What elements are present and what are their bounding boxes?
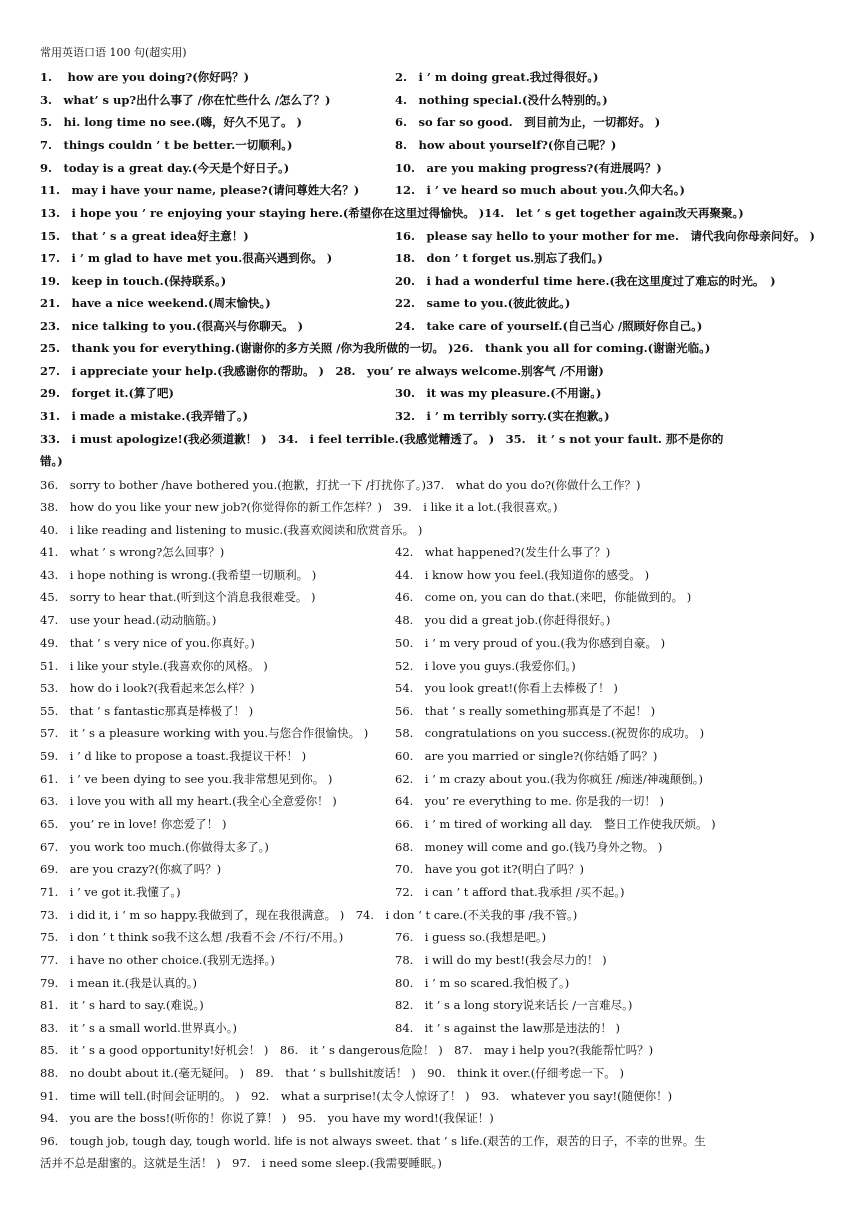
phrase-line-left: 81. it ’ s hard to say.(难说。) bbox=[40, 998, 204, 1012]
phrase-line-right: 52. i love you guys.(我爱你们。) bbox=[395, 659, 576, 673]
phrase-line-right: 50. i ’ m very proud of you.(我为你感到自豪。 ) bbox=[395, 636, 666, 650]
phrase-line-left: 45. sorry to hear that.(听到这个消息我很难受。 ) bbox=[40, 590, 316, 604]
phrase-line-right: 56. that ’ s really something那真是了不起！ ) bbox=[395, 704, 656, 718]
phrase-line-left: 67. you work too much.(你做得太多了。) bbox=[40, 840, 269, 854]
phrase-line-right: 84. it ’ s against the law那是违法的！ ) bbox=[395, 1021, 620, 1035]
phrase-line-left: 73. i did it, i ’ m so happy.我做到了，现在我很满意。 ) 74. i don ’ t care.(不关我的事 /我不管。) bbox=[40, 908, 578, 922]
phrase-line-right: 24. take care of yourself.(自己当心 /照顾好你自己。) bbox=[395, 319, 703, 333]
phrase-line-left: 31. i made a mistake.(我弄错了。) bbox=[40, 409, 249, 423]
phrase-line-left: 41. what ’ s wrong?怎么回事？) bbox=[40, 545, 225, 559]
phrase-line-left: 75. i don ’ t think so我不这么想 /我看不会 /不行/不用。) bbox=[40, 930, 344, 944]
phrase-line-left: 47. use your head.(动动脑筋。) bbox=[40, 613, 217, 627]
phrase-line-left: 69. are you crazy?(你疯了吗？) bbox=[40, 862, 222, 876]
phrase-line-right: 62. i ’ m crazy about you.(我为你疯狂 /痴迷/神魂颠倒。) bbox=[395, 772, 703, 786]
phrase-line-right: 76. i guess so.(我想是吧。) bbox=[395, 930, 547, 944]
phrase-line-left: 61. i ’ ve been dying to see you.我非常想见到你。 ) bbox=[40, 772, 333, 786]
phrase-line-right: 82. it ’ s a long story说来话长 /一言难尽。) bbox=[395, 998, 633, 1012]
phrase-line-left: 43. i hope nothing is wrong.(我希望一切顺利。 ) bbox=[40, 568, 317, 582]
phrase-line-left: 51. i like your style.(我喜欢你的风格。 ) bbox=[40, 659, 268, 673]
phrase-line-right: 32. i ’ m terribly sorry.(实在抱歉。) bbox=[395, 409, 610, 423]
phrase-line-left: 55. that ’ s fantastic那真是棒极了！ ) bbox=[40, 704, 254, 718]
phrase-line-right: 2. i ’ m doing great.我过得很好。) bbox=[395, 70, 599, 84]
phrase-line-left: 25. thank you for everything.(谢谢你的多方关照 /你为我所做的一切。 )26. thank you all for coming.(谢谢光临。) bbox=[40, 341, 711, 355]
document-title: 常用英语口语 100 句(超实用) bbox=[40, 46, 187, 59]
phrase-line-left: 36. sorry to bother /have bothered you.(抱歉，打扰一下 /打扰你了。)37. what do you do?(你做什么工作？) bbox=[40, 478, 641, 492]
phrase-line-left: 1. how are you doing?(你好吗？) bbox=[40, 70, 250, 84]
phrase-line-left: 15. that ’ s a great idea好主意！) bbox=[40, 229, 249, 243]
phrase-line-left: 19. keep in touch.(保持联系。) bbox=[40, 274, 227, 288]
phrase-line-right: 46. come on, you can do that.(来吧，你能做到的。 ) bbox=[395, 590, 692, 604]
phrase-line-left: 错。) bbox=[40, 454, 63, 468]
phrase-line-left: 65. you’ re in love! 你恋爱了！ ) bbox=[40, 817, 227, 831]
phrase-line-right: 20. i had a wonderful time here.(我在这里度过了难忘的时光。 ) bbox=[395, 274, 776, 288]
phrase-line-left: 7. things couldn ’ t be better.一切顺利。) bbox=[40, 138, 293, 152]
phrase-line-right: 16. please say hello to your mother for me. 请代我向你母亲问好。 ) bbox=[395, 229, 815, 243]
phrase-line-left: 88. no doubt about it.(毫无疑问。 ) 89. that ’ s bullshit废话！ ) 90. think it over.(仔细考虑一下。 ) bbox=[40, 1066, 624, 1080]
phrase-line-right: 70. have you got it?(明白了吗？) bbox=[395, 862, 584, 876]
phrase-line-left: 23. nice talking to you.(很高兴与你聊天。 ) bbox=[40, 319, 304, 333]
phrase-line-left: 活并不总是甜蜜的。这就是生活！ ) 97. i need some sleep.(我需要睡眠。) bbox=[40, 1156, 442, 1170]
phrase-line-left: 3. what’ s up?出什么事了 /你在忙些什么 /怎么了？) bbox=[40, 93, 331, 107]
phrase-line-right: 64. you’ re everything to me. 你是我的一切！ ) bbox=[395, 794, 664, 808]
phrase-line-left: 5. hi. long time no see.(嗨，好久不见了。 ) bbox=[40, 115, 302, 129]
phrase-line-right: 6. so far so good. 到目前为止，一切都好。 ) bbox=[395, 115, 661, 129]
phrase-line-left: 21. have a nice weekend.(周末愉快。) bbox=[40, 296, 271, 310]
phrase-line-left: 59. i ’ d like to propose a toast.我提议干杯！ ) bbox=[40, 749, 307, 763]
phrase-line-right: 30. it was my pleasure.(不用谢。) bbox=[395, 386, 602, 400]
phrase-line-right: 54. you look great!(你看上去棒极了！ ) bbox=[395, 681, 618, 695]
phrase-line-left: 79. i mean it.(我是认真的。) bbox=[40, 976, 197, 990]
phrase-line-left: 57. it ’ s a pleasure working with you.与您合作很愉快。 ) bbox=[40, 726, 369, 740]
phrase-line-right: 80. i ’ m so scared.我怕极了。) bbox=[395, 976, 570, 990]
phrase-line-left: 94. you are the boss!(听你的！你说了算！ ) 95. you have my word!(我保证！) bbox=[40, 1111, 494, 1125]
phrase-line-left: 38. how do you like your new job?(你觉得你的新工作怎样？) 39. i like it a lot.(我很喜欢。) bbox=[40, 500, 558, 514]
phrase-line-right: 12. i ’ ve heard so much about you.久仰大名。) bbox=[395, 183, 685, 197]
phrase-line-left: 13. i hope you ’ re enjoying your staying here.(希望你在这里过得愉快。 )14. let ’ s get together again改天再聚聚。) bbox=[40, 206, 744, 220]
phrase-line-left: 96. tough job, tough day, tough world. life is not always sweet. that ’ s life.(艰苦的工作，艰苦的日子，不幸的世界。生 bbox=[40, 1134, 706, 1148]
phrase-line-left: 63. i love you with all my heart.(我全心全意爱你！ ) bbox=[40, 794, 337, 808]
phrase-line-right: 48. you did a great job.(你赶得很好。) bbox=[395, 613, 611, 627]
phrase-line-right: 66. i ’ m tired of working all day. 整日工作使我厌烦。 ) bbox=[395, 817, 716, 831]
phrase-line-right: 68. money will come and go.(钱乃身外之物。 ) bbox=[395, 840, 663, 854]
phrase-line-right: 78. i will do my best!(我会尽力的！ ) bbox=[395, 953, 607, 967]
phrase-line-left: 83. it ’ s a small world.世界真小。) bbox=[40, 1021, 237, 1035]
phrase-line-right: 10. are you making progress?(有进展吗？) bbox=[395, 161, 662, 175]
phrase-line-left: 71. i ’ ve got it.我懂了。) bbox=[40, 885, 181, 899]
phrase-line-right: 44. i know how you feel.(我知道你的感受。 ) bbox=[395, 568, 650, 582]
phrase-line-left: 17. i ’ m glad to have met you.很高兴遇到你。 ) bbox=[40, 251, 333, 265]
phrase-line-right: 72. i can ’ t afford that.我承担 /买不起。) bbox=[395, 885, 625, 899]
phrase-line-left: 11. may i have your name, please?(请问尊姓大名？) bbox=[40, 183, 360, 197]
phrase-line-left: 91. time will tell.(时间会证明的。 ) 92. what a surprise!(太令人惊讶了！ ) 93. whatever you say!(随便你！) bbox=[40, 1089, 673, 1103]
phrase-line-left: 53. how do i look?(我看起来怎么样？) bbox=[40, 681, 255, 695]
phrase-line-right: 60. are you married or single?(你结婚了吗？) bbox=[395, 749, 658, 763]
phrase-line-left: 77. i have no other choice.(我别无选择。) bbox=[40, 953, 275, 967]
phrase-line-right: 22. same to you.(彼此彼此。) bbox=[395, 296, 571, 310]
phrase-line-left: 27. i appreciate your help.(我感谢你的帮助。 ) 28. you’ re always welcome.别客气 /不用谢) bbox=[40, 364, 604, 378]
phrase-line-left: 29. forget it.(算了吧) bbox=[40, 386, 174, 400]
phrase-line-left: 85. it ’ s a good opportunity!好机会！ ) 86. it ’ s dangerous危险！ ) 87. may i help you?(我能帮忙吗？) bbox=[40, 1043, 654, 1057]
phrase-line-right: 8. how about yourself?(你自己呢？) bbox=[395, 138, 617, 152]
phrase-line-right: 18. don ’ t forget us.别忘了我们。) bbox=[395, 251, 603, 265]
phrase-line-right: 4. nothing special.(没什么特别的。) bbox=[395, 93, 608, 107]
phrase-line-left: 49. that ’ s very nice of you.你真好。) bbox=[40, 636, 255, 650]
phrase-line-right: 42. what happened?(发生什么事了？) bbox=[395, 545, 611, 559]
phrase-line-left: 33. i must apologize!(我必须道歉！ ) 34. i feel terrible.(我感觉糟透了。 ) 35. it ’ s not your fault. 那不是你的 bbox=[40, 432, 724, 446]
phrase-line-right: 58. congratulations on you success.(祝贺你的成功。 ) bbox=[395, 726, 705, 740]
phrase-line-left: 40. i like reading and listening to music.(我喜欢阅读和欣赏音乐。 ) bbox=[40, 523, 423, 537]
phrase-line-left: 9. today is a great day.(今天是个好日子。) bbox=[40, 161, 290, 175]
